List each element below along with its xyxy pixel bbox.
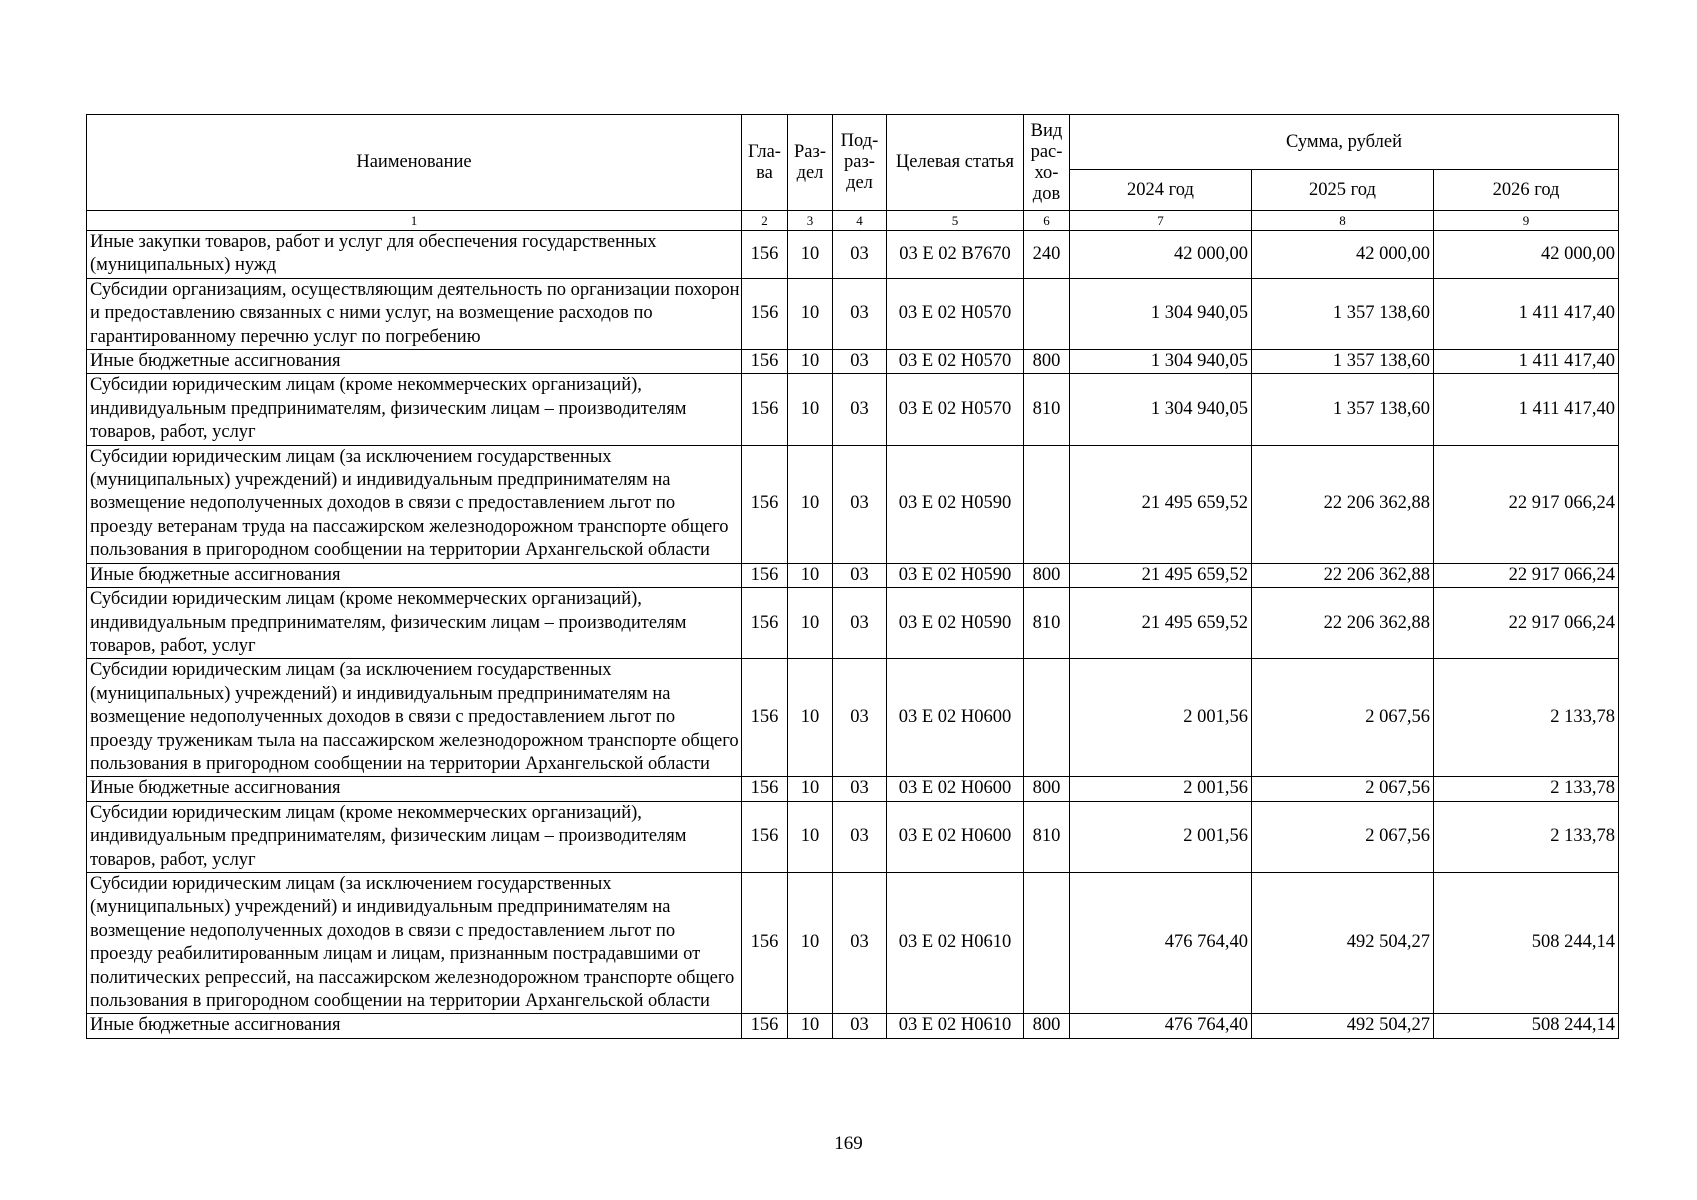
- row-amount-2026: 1 411 417,40: [1434, 374, 1619, 445]
- row-expense-type: [1024, 872, 1070, 1013]
- row-glava: 156: [742, 777, 788, 801]
- row-expense-type: 810: [1024, 801, 1070, 872]
- row-expense-type: 800: [1024, 1014, 1070, 1038]
- row-expense-type: 240: [1024, 231, 1070, 279]
- row-name: Иные бюджетные ассигнования: [87, 1014, 742, 1038]
- row-amount-2026: 508 244,14: [1434, 1014, 1619, 1038]
- row-target-article: 03 Е 02 Н0570: [887, 278, 1024, 349]
- row-amount-2026: 2 133,78: [1434, 801, 1619, 872]
- row-expense-type: 810: [1024, 374, 1070, 445]
- row-razdel: 10: [788, 445, 833, 563]
- row-amount-2026: 42 000,00: [1434, 231, 1619, 279]
- row-razdel: 10: [788, 231, 833, 279]
- row-glava: 156: [742, 350, 788, 374]
- column-number: 9: [1434, 211, 1619, 231]
- row-glava: 156: [742, 231, 788, 279]
- row-name: Иные бюджетные ассигнования: [87, 563, 742, 587]
- row-amount-2025: 2 067,56: [1252, 801, 1434, 872]
- row-razdel: 10: [788, 278, 833, 349]
- table-row: [87, 1014, 1619, 1038]
- row-amount-2025: 2 067,56: [1252, 659, 1434, 777]
- row-amount-2025: 492 504,27: [1252, 1014, 1434, 1038]
- row-razdel: 10: [788, 872, 833, 1013]
- row-razdel: 10: [788, 777, 833, 801]
- column-numbers-row: [87, 211, 1619, 231]
- row-amount-2024: 2 001,56: [1070, 659, 1252, 777]
- row-glava: 156: [742, 588, 788, 659]
- row-podrazdel: 03: [833, 374, 887, 445]
- row-amount-2025: 2 067,56: [1252, 777, 1434, 801]
- row-expense-type: 800: [1024, 563, 1070, 587]
- row-amount-2026: 2 133,78: [1434, 659, 1619, 777]
- row-amount-2026: 22 917 066,24: [1434, 445, 1619, 563]
- row-razdel: 10: [788, 1014, 833, 1038]
- row-razdel: 10: [788, 563, 833, 587]
- table-row: [87, 350, 1619, 374]
- row-podrazdel: 03: [833, 231, 887, 279]
- row-amount-2024: 1 304 940,05: [1070, 350, 1252, 374]
- table-row: [87, 445, 1619, 563]
- row-target-article: 03 Е 02 Н0590: [887, 445, 1024, 563]
- row-amount-2025: 22 206 362,88: [1252, 445, 1434, 563]
- row-name: Субсидии юридическим лицам (за исключением государственных (муниципальных) учреждений) и индивидуальным предпринимателям на возмещение недополученных доходов в связи с предоставлением льгот по проезду ветеранам труда на пассажирском железнодорожном транспорте общего пользования в пригородном сообщении на территории Архангельской области: [87, 445, 742, 563]
- row-razdel: 10: [788, 374, 833, 445]
- column-number: 1: [87, 211, 742, 231]
- row-amount-2024: 2 001,56: [1070, 801, 1252, 872]
- row-expense-type: [1024, 445, 1070, 563]
- header-expense-type: Вид рас-хо-дов: [1024, 115, 1070, 211]
- row-name: Субсидии юридическим лицам (за исключением государственных (муниципальных) учреждений) и индивидуальным предпринимателям на возмещение недополученных доходов в связи с предоставлением льгот по проезду труженикам тыла на пассажирском железнодорожном транспорте общего пользования в пригородном сообщении на территории Архангельской области: [87, 659, 742, 777]
- row-amount-2025: 1 357 138,60: [1252, 374, 1434, 445]
- row-target-article: 03 Е 02 Н0570: [887, 350, 1024, 374]
- row-podrazdel: 03: [833, 1014, 887, 1038]
- row-podrazdel: 03: [833, 445, 887, 563]
- column-number: 6: [1024, 211, 1070, 231]
- row-podrazdel: 03: [833, 801, 887, 872]
- row-target-article: 03 Е 02 Н0600: [887, 777, 1024, 801]
- table-row: [87, 374, 1619, 445]
- column-number: 5: [887, 211, 1024, 231]
- row-target-article: 03 Е 02 Н0600: [887, 801, 1024, 872]
- row-podrazdel: 03: [833, 872, 887, 1013]
- row-amount-2024: 21 495 659,52: [1070, 563, 1252, 587]
- header-razdel: Раз-дел: [788, 115, 833, 211]
- header-target-article: Целевая статья: [887, 115, 1024, 211]
- row-expense-type: 800: [1024, 777, 1070, 801]
- row-expense-type: 810: [1024, 588, 1070, 659]
- row-amount-2026: 22 917 066,24: [1434, 563, 1619, 587]
- row-amount-2024: 42 000,00: [1070, 231, 1252, 279]
- table-row: [87, 231, 1619, 279]
- row-target-article: 03 Е 02 Н0590: [887, 588, 1024, 659]
- row-podrazdel: 03: [833, 278, 887, 349]
- header-glava: Гла-ва: [742, 115, 788, 211]
- table-row: [87, 278, 1619, 349]
- row-podrazdel: 03: [833, 563, 887, 587]
- row-amount-2024: 21 495 659,52: [1070, 588, 1252, 659]
- row-razdel: 10: [788, 350, 833, 374]
- row-target-article: 03 Е 02 В7670: [887, 231, 1024, 279]
- row-razdel: 10: [788, 801, 833, 872]
- row-amount-2025: 1 357 138,60: [1252, 278, 1434, 349]
- header-year-2024: 2024 год: [1070, 170, 1252, 211]
- header-year-2026: 2026 год: [1434, 170, 1619, 211]
- header-podrazdel: Под-раз-дел: [833, 115, 887, 211]
- row-amount-2024: 476 764,40: [1070, 1014, 1252, 1038]
- row-target-article: 03 Е 02 Н0600: [887, 659, 1024, 777]
- row-name: Иные бюджетные ассигнования: [87, 350, 742, 374]
- row-glava: 156: [742, 659, 788, 777]
- row-amount-2025: 22 206 362,88: [1252, 563, 1434, 587]
- table-body: [87, 231, 1619, 1039]
- row-glava: 156: [742, 801, 788, 872]
- row-name: Субсидии юридическим лицам (кроме некоммерческих организаций), индивидуальным предпринимателям, физическим лицам – производителям товаров, работ, услуг: [87, 801, 742, 872]
- row-amount-2025: 42 000,00: [1252, 231, 1434, 279]
- row-name: Иные бюджетные ассигнования: [87, 777, 742, 801]
- row-target-article: 03 Е 02 Н0570: [887, 374, 1024, 445]
- header-name: Наименование: [87, 115, 742, 211]
- row-expense-type: 800: [1024, 350, 1070, 374]
- row-glava: 156: [742, 1014, 788, 1038]
- row-target-article: 03 Е 02 Н0610: [887, 1014, 1024, 1038]
- row-amount-2026: 2 133,78: [1434, 777, 1619, 801]
- table-row: [87, 777, 1619, 801]
- row-target-article: 03 Е 02 Н0610: [887, 872, 1024, 1013]
- row-amount-2024: 2 001,56: [1070, 777, 1252, 801]
- row-amount-2024: 1 304 940,05: [1070, 374, 1252, 445]
- row-amount-2026: 22 917 066,24: [1434, 588, 1619, 659]
- row-glava: 156: [742, 872, 788, 1013]
- row-razdel: 10: [788, 588, 833, 659]
- row-podrazdel: 03: [833, 588, 887, 659]
- row-amount-2026: 508 244,14: [1434, 872, 1619, 1013]
- table-row: [87, 563, 1619, 587]
- row-amount-2026: 1 411 417,40: [1434, 350, 1619, 374]
- row-podrazdel: 03: [833, 777, 887, 801]
- row-glava: 156: [742, 374, 788, 445]
- column-number: 2: [742, 211, 788, 231]
- row-amount-2025: 1 357 138,60: [1252, 350, 1434, 374]
- column-number: 4: [833, 211, 887, 231]
- row-name: Субсидии юридическим лицам (за исключением государственных (муниципальных) учреждений) и индивидуальным предпринимателям на возмещение недополученных доходов в связи с предоставлением льгот по проезду реабилитированным лицам и лицам, признанным пострадавшими от политических репрессий, на пассажирском железнодорожном транспорте общего пользования в пригородном сообщении на территории Архангельской области: [87, 872, 742, 1013]
- row-name: Субсидии организациям, осуществляющим деятельность по организации похорон и предоставлению связанных с ними услуг, на возмещение расходов по гарантированному перечню услуг по погребению: [87, 278, 742, 349]
- row-glava: 156: [742, 445, 788, 563]
- row-amount-2025: 492 504,27: [1252, 872, 1434, 1013]
- column-number: 3: [788, 211, 833, 231]
- row-name: Иные закупки товаров, работ и услуг для обеспечения государственных (муниципальных) нужд: [87, 231, 742, 279]
- row-glava: 156: [742, 563, 788, 587]
- row-expense-type: [1024, 659, 1070, 777]
- budget-table: [86, 114, 1619, 1039]
- column-number: 7: [1070, 211, 1252, 231]
- row-name: Субсидии юридическим лицам (кроме некоммерческих организаций), индивидуальным предпринимателям, физическим лицам – производителям товаров, работ, услуг: [87, 374, 742, 445]
- row-name: Субсидии юридическим лицам (кроме некоммерческих организаций), индивидуальным предпринимателям, физическим лицам – производителям товаров, работ, услуг: [87, 588, 742, 659]
- row-amount-2024: 1 304 940,05: [1070, 278, 1252, 349]
- row-amount-2024: 476 764,40: [1070, 872, 1252, 1013]
- row-razdel: 10: [788, 659, 833, 777]
- row-expense-type: [1024, 278, 1070, 349]
- row-amount-2026: 1 411 417,40: [1434, 278, 1619, 349]
- table-row: [87, 801, 1619, 872]
- row-amount-2025: 22 206 362,88: [1252, 588, 1434, 659]
- header-sum: Сумма, рублей: [1070, 115, 1619, 170]
- table-row: [87, 659, 1619, 777]
- row-glava: 156: [742, 278, 788, 349]
- page-number: 169: [834, 1133, 863, 1154]
- row-amount-2024: 21 495 659,52: [1070, 445, 1252, 563]
- row-podrazdel: 03: [833, 350, 887, 374]
- table-row: [87, 872, 1619, 1013]
- row-target-article: 03 Е 02 Н0590: [887, 563, 1024, 587]
- header-year-2025: 2025 год: [1252, 170, 1434, 211]
- column-number: 8: [1252, 211, 1434, 231]
- row-podrazdel: 03: [833, 659, 887, 777]
- table-row: [87, 588, 1619, 659]
